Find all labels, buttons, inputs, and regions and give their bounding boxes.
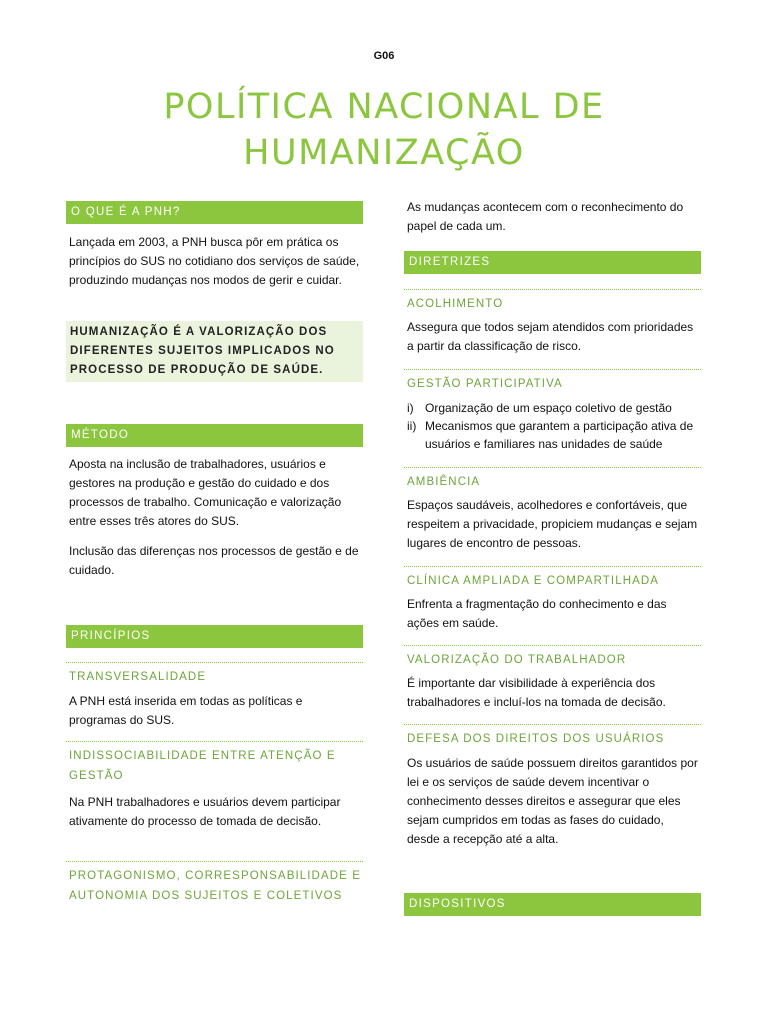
metodo-text-2: Inclusão das diferenças nos processos de gestão e de cuidado.: [69, 544, 359, 577]
diretriz-title-valorizacao: VALORIZAÇÃO DO TRABALHADOR: [404, 645, 701, 670]
principio-title-protagonismo: PROTAGONISMO, CORRESPONSABILIDADE E AUTONOMIA DOS SUJEITOS E COLETIVOS: [66, 861, 363, 906]
list-item-number: i): [407, 401, 414, 415]
section-heading-diretrizes: DIRETRIZES: [404, 251, 701, 274]
diretriz-text-defesa: Os usuários de saúde possuem direitos garantidos por lei e os serviços de saúde devem incentivar o conhecimento desses direitos e assegurar que eles sejam cumpridos em todas as fases do cuidado, desde a recepção até a alta.: [407, 756, 698, 846]
document-code: G06: [373, 50, 395, 62]
humanizacao-highlight: HUMANIZAÇÃO É A VALORIZAÇÃO DOS DIFERENTES SUJEITOS IMPLICADOS NO PROCESSO DE PRODUÇÃO DE SAÚDE.: [66, 321, 363, 382]
section-heading-principios: PRINCÍPIOS: [66, 625, 363, 648]
section-heading-o-que-e: O QUE É A PNH?: [66, 201, 363, 224]
gestao-list: [407, 399, 699, 453]
intro-text: As mudanças acontecem com o reconhecimento do papel de cada um.: [407, 200, 684, 233]
page-title-line-1: POLÍTICA NACIONAL DE: [163, 87, 605, 127]
section-heading-metodo: MÉTODO: [66, 424, 363, 447]
list-item-number: ii): [407, 419, 417, 433]
page-title: [0, 84, 768, 176]
diretriz-text-acolhimento: Assegura que todos sejam atendidos com prioridades a partir da classificação de risco.: [407, 320, 694, 353]
diretriz-title-clinica: CLÍNICA AMPLIADA E COMPARTILHADA: [404, 566, 701, 591]
principio-text-indissociabilidade: Na PNH trabalhadores e usuários devem participar ativamente do processo de tomada de decisão.: [69, 795, 341, 828]
diretriz-text-valorizacao: É importante dar visibilidade à experiência dos trabalhadores e incluí-los na tomada de decisão.: [407, 676, 666, 709]
section-heading-dispositivos: DISPOSITIVOS: [404, 893, 701, 916]
list-item: [407, 399, 699, 417]
diretriz-text-clinica: Enfrenta a fragmentação do conhecimento e das ações em saúde.: [407, 597, 667, 630]
page-title-line-2: HUMANIZAÇÃO: [243, 133, 525, 173]
diretriz-title-defesa: DEFESA DOS DIREITOS DOS USUÁRIOS: [404, 724, 701, 749]
diretriz-title-acolhimento: ACOLHIMENTO: [404, 289, 701, 314]
list-item-text: Organização de um espaço coletivo de gestão: [425, 401, 672, 415]
diretriz-title-ambiencia: AMBIÊNCIA: [404, 467, 701, 492]
o-que-e-text: Lançada em 2003, a PNH busca pôr em prática os princípios do SUS no cotidiano dos serviços de saúde, produzindo mudanças nos modos de gerir e cuidar.: [69, 235, 360, 287]
list-item-text: Mecanismos que garantem a participação ativa de usuários e familiares nas unidades de saúde: [425, 419, 694, 451]
diretriz-title-gestao: GESTÃO PARTICIPATIVA: [404, 369, 701, 394]
principio-title-indissociabilidade: INDISSOCIABILIDADE ENTRE ATENÇÃO E GESTÃO: [66, 741, 363, 786]
diretriz-text-ambiencia: Espaços saudáveis, acolhedores e confortáveis, que respeitem a privacidade, propiciem mudanças e sejam lugares de encontro de pessoas.: [407, 498, 698, 550]
principio-title-transversalidade: TRANSVERSALIDADE: [66, 662, 363, 687]
metodo-text-1: Aposta na inclusão de trabalhadores, usuários e gestores na produção e gestão do cuidado e dos processos de trabalho. Comunicação e valorização entre esses três atores do SUS.: [69, 457, 342, 528]
principio-text-transversalidade: A PNH está inserida em todas as políticas e programas do SUS.: [69, 694, 303, 727]
list-item: [407, 417, 699, 453]
